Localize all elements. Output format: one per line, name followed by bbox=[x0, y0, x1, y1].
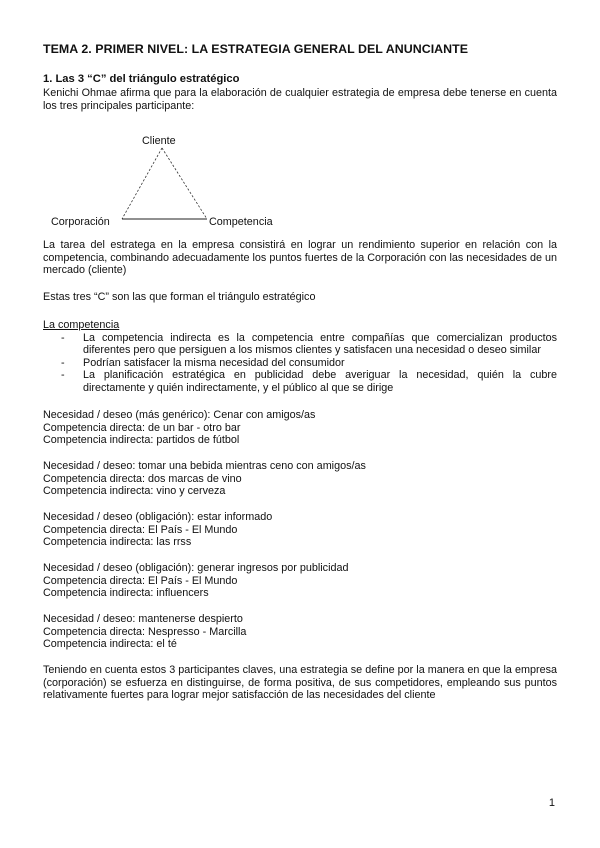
diagram-label-competencia: Competencia bbox=[209, 216, 273, 228]
section-heading: 1. Las 3 “C” del triángulo estratégico bbox=[43, 73, 240, 85]
strategic-triangle-diagram bbox=[40, 128, 290, 230]
example-direct: Competencia directa: El País - El Mundo bbox=[43, 523, 238, 536]
example-block bbox=[43, 409, 315, 447]
diagram-label-cliente: Cliente bbox=[142, 135, 176, 147]
list-bullet: - bbox=[61, 369, 65, 382]
list-item bbox=[43, 357, 557, 369]
example-need: Necesidad / deseo (más genérico): Cenar con amigos/as bbox=[43, 409, 316, 421]
example-block bbox=[43, 460, 366, 498]
conclusion-paragraph: Teniendo en cuenta estos 3 participantes claves, una estrategia se define por la manera en que la empresa (corporación) se esfuerza en distinguirse, de forma positiva, de sus competidores, empleando sus puntos relativamente fuertes para lograr mejor satisfacción de las necesidades del cliente bbox=[43, 664, 557, 702]
list-item-text: Podrían satisfacer la misma necesidad del consumidor bbox=[83, 356, 345, 369]
list-item bbox=[43, 369, 557, 394]
competencia-list bbox=[43, 332, 557, 394]
task-paragraph: La tarea del estratega en la empresa consistirá en lograr un rendimiento superior en relación con la competencia, combinando adecuadamente los puntos fuertes de la Corporación con las necesidades de un mercado (cliente) bbox=[43, 239, 557, 277]
page-number: 1 bbox=[548, 797, 555, 809]
example-block bbox=[43, 562, 349, 600]
intro-paragraph: Kenichi Ohmae afirma que para la elaboración de cualquier estrategia de empresa debe tenerse en cuenta los tres principales participante: bbox=[43, 87, 557, 112]
triangle-edge-right bbox=[162, 148, 207, 219]
list-item bbox=[43, 332, 557, 357]
example-direct: Competencia directa: Nespresso - Marcilla bbox=[43, 625, 247, 638]
example-need: Necesidad / deseo: tomar una bebida mientras ceno con amigos/as bbox=[43, 460, 366, 472]
diagram-label-corporacion: Corporación bbox=[51, 216, 110, 228]
example-direct: Competencia directa: El País - El Mundo bbox=[43, 574, 238, 587]
example-indirect: Competencia indirecta: el té bbox=[43, 638, 177, 651]
example-indirect: Competencia indirecta: partidos de fútbol bbox=[43, 434, 240, 447]
example-indirect: Competencia indirecta: influencers bbox=[43, 587, 209, 600]
list-bullet: - bbox=[61, 356, 65, 369]
example-block bbox=[43, 613, 246, 651]
example-need: Necesidad / deseo (obligación): estar informado bbox=[43, 511, 273, 523]
example-indirect: Competencia indirecta: vino y cerveza bbox=[43, 485, 226, 498]
list-item-text: La planificación estratégica en publicidad debe averiguar la necesidad, quién la cubre directamente y quién indirectamente, y el público al que se dirige bbox=[83, 369, 557, 394]
example-direct: Competencia directa: de un bar - otro bar bbox=[43, 421, 241, 434]
example-indirect: Competencia indirecta: las rrss bbox=[43, 536, 192, 549]
example-direct: Competencia directa: dos marcas de vino bbox=[43, 472, 242, 485]
competencia-heading: La competencia bbox=[43, 319, 120, 331]
triangle-paragraph: Estas tres “C” son las que forman el triángulo estratégico bbox=[43, 291, 316, 303]
triangle-edge-left bbox=[122, 148, 162, 219]
example-need: Necesidad / deseo: mantenerse despierto bbox=[43, 613, 243, 625]
list-bullet: - bbox=[61, 332, 65, 344]
example-need: Necesidad / deseo (obligación): generar ingresos por publicidad bbox=[43, 562, 349, 574]
example-block bbox=[43, 511, 272, 549]
list-item-text: La competencia indirecta es la competencia entre compañías que comercializan productos diferentes pero que persiguen a los mismos clientes y satisfacen una necesidad o deseo similar bbox=[83, 332, 557, 357]
page-title: TEMA 2. PRIMER NIVEL: LA ESTRATEGIA GENERAL DEL ANUNCIANTE bbox=[43, 42, 469, 56]
